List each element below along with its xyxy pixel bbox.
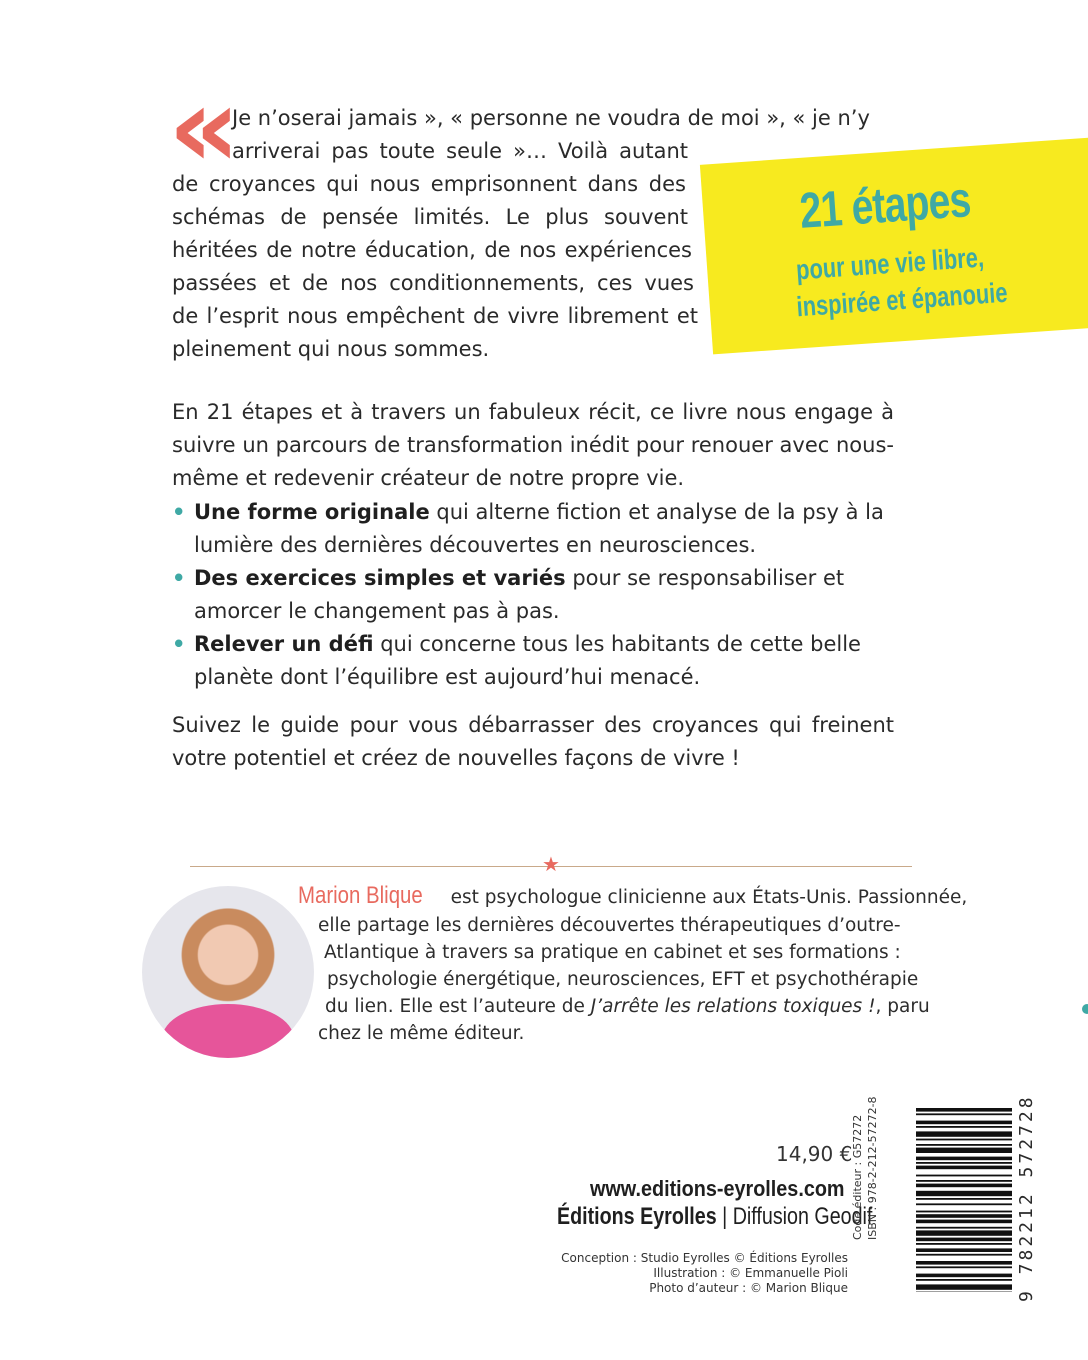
- publisher-codes: [850, 1096, 880, 1240]
- price: 14,90 €: [776, 1142, 853, 1166]
- intro-line-2: arriverai pas toute seule »… Voilà autant: [232, 139, 688, 163]
- credit-photo: Photo d’auteur : © Marion Blique: [649, 1281, 848, 1295]
- barcode-bar: [916, 1126, 1012, 1128]
- feature-item-2: [172, 562, 894, 628]
- paragraph-1-text: En 21 étapes et à travers un fabuleux récit, ce livre nous engage à suivre un parcours de transformation inédit pour renouer avec nous-même et redevenir créateur de notre propre vie.: [172, 400, 894, 490]
- barcode-bar: [916, 1121, 1012, 1125]
- barcode-icon: [916, 1108, 1030, 1292]
- barcode-bar: [916, 1191, 1012, 1196]
- bullet-dot: •: [172, 632, 186, 656]
- bullet-dot: •: [172, 500, 186, 524]
- intro-line-5: héritées de notre éducation, de nos expériences: [172, 238, 692, 262]
- intro-line-3: de croyances qui nous emprisonnent dans des: [172, 172, 686, 196]
- feature-3-text: qui concerne tous les habitants de cette belle planète dont l’équilibre est aujourd’hui menacé.: [194, 632, 861, 689]
- credit-illustration: Illustration : © Emmanuelle Pioli: [653, 1266, 848, 1280]
- feature-1-bold: Une forme originale: [194, 500, 430, 524]
- book-title: J’arrête les relations toxiques !: [590, 996, 876, 1017]
- intro-line-8: pleinement qui nous sommes.: [172, 337, 490, 361]
- body-paragraph-1: [172, 396, 894, 495]
- credit-conception: Conception : Studio Eyrolles © Éditions Eyrolles: [561, 1251, 848, 1265]
- barcode-bar: [916, 1198, 1012, 1200]
- author-name: Marion Blique: [298, 882, 423, 909]
- paragraph-2-text: Suivez le guide pour vous débarrasser des croyances qui freinent votre potentiel et créez de nouvelles façons de vivre !: [172, 713, 894, 770]
- publisher-website: www.editions-eyrolles.com: [590, 1176, 845, 1201]
- yellow-sticker: [700, 136, 1088, 355]
- opening-quote-mark: «: [168, 63, 235, 193]
- barcode-bar: [916, 1243, 1012, 1245]
- barcode-bar: [916, 1175, 1012, 1177]
- barcode-bar: [916, 1214, 1012, 1218]
- bio-line-6: chez le même éditeur.: [318, 1023, 525, 1044]
- barcode-bar: [916, 1220, 1012, 1224]
- barcode-bar: [916, 1279, 1012, 1281]
- feature-3-bold: Relever un défi: [194, 632, 374, 656]
- barcode-bar: [916, 1131, 1012, 1136]
- feature-list: [172, 496, 894, 694]
- bullet-dot: •: [172, 566, 186, 590]
- star-icon: ★: [542, 852, 560, 876]
- feature-1-text: qui alterne fiction et analyse de la psy à la lumière des dernières découvertes en neurosciences.: [194, 500, 884, 557]
- bio-line-3: Atlantique à travers sa pratique en cabinet et ses formations :: [324, 942, 901, 963]
- barcode-bar: [916, 1261, 1012, 1265]
- barcode-bar: [916, 1230, 1012, 1235]
- sticker-title: 21 étapes: [797, 171, 973, 239]
- barcode-bar: [916, 1284, 1012, 1289]
- barcode-bar: [916, 1180, 1012, 1182]
- barcode-bar: [916, 1148, 1012, 1153]
- barcode-bar: [916, 1157, 1012, 1161]
- barcode-bar: [916, 1144, 1012, 1146]
- barcode-bar: [916, 1248, 1012, 1252]
- code-editeur: Code éditeur : G57272: [851, 1114, 864, 1240]
- feature-item-3: [172, 628, 894, 694]
- decorative-dot: [1082, 1004, 1088, 1014]
- credits: [561, 1251, 848, 1296]
- barcode-bar: [916, 1113, 1012, 1115]
- barcode-bar: [916, 1108, 1012, 1112]
- bio-line-5-start: du lien. Elle est l’auteure de: [325, 996, 591, 1017]
- sticker-line-1: pour une vie libre,: [795, 241, 985, 286]
- bio-line-1-text: est psychologue clinicienne aux États-Unis. Passionnée,: [444, 887, 968, 908]
- bio-line-4: psychologie énergétique, neurosciences, EFT et psychothérapie: [327, 969, 919, 990]
- feature-item-1: [172, 496, 894, 562]
- barcode-digits: 9 782212 572728: [1016, 1094, 1037, 1302]
- barcode-bar: [916, 1227, 1012, 1229]
- barcode-bar: [916, 1184, 1012, 1188]
- isbn-text: ISBN : 978-2-212-57272-8: [866, 1096, 879, 1240]
- barcode-bar: [916, 1266, 1012, 1268]
- barcode-bar: [916, 1274, 1012, 1278]
- barcode-bar: [916, 1211, 1012, 1213]
- author-photo-shirt: [162, 1004, 294, 1058]
- publisher-name: [557, 1203, 872, 1231]
- bio-line-1: [298, 882, 967, 911]
- intro-line-1: Je n’oserai jamais », « personne ne voudra de moi », « je n’y: [232, 106, 870, 130]
- body-paragraph-2: [172, 709, 894, 775]
- publisher-rest: | Diffusion Geodif: [716, 1203, 873, 1230]
- intro-line-4: schémas de pensée limités. Le plus souvent: [172, 205, 688, 229]
- barcode-bar: [916, 1254, 1012, 1256]
- bio-line-2: elle partage les dernières découvertes thérapeutiques d’outre-: [318, 915, 901, 936]
- feature-2-text: pour se responsabiliser et amorcer le changement pas à pas.: [194, 566, 845, 623]
- intro-line-6: passées et de nos conditionnements, ces vues: [172, 271, 694, 295]
- sticker-line-2: inspirée et épanouie: [795, 276, 1009, 323]
- publisher-bold: Éditions Eyrolles: [557, 1203, 717, 1230]
- intro-line-7: de l’esprit nous empêchent de vivre librement et: [172, 304, 698, 328]
- barcode-bar: [916, 1162, 1012, 1164]
- bio-line-5-end: , paru: [875, 996, 930, 1017]
- author-photo: [142, 886, 314, 1058]
- barcode-bar: [916, 1139, 1012, 1141]
- barcode-bar: [916, 1203, 1012, 1205]
- barcode-bar: [916, 1238, 1012, 1242]
- feature-2-bold: Des exercices simples et variés: [194, 566, 566, 590]
- barcode-bar: [916, 1166, 1012, 1170]
- bio-line-5: [325, 993, 930, 1020]
